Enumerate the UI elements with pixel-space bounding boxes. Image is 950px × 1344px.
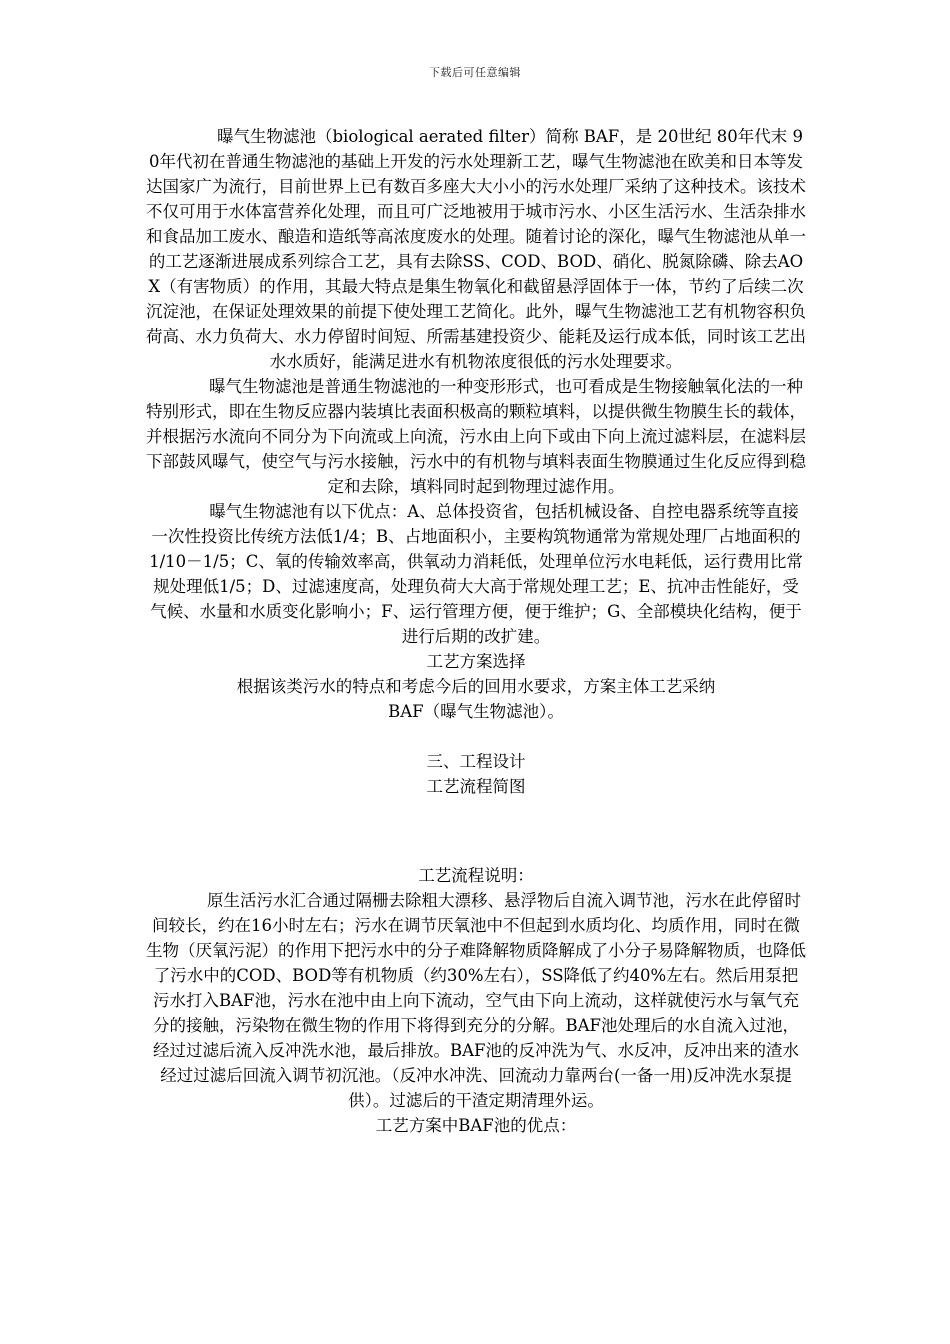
paragraph-scheme-line1: 根据该类污水的特点和考虑今后的回用水要求，方案主体工艺采纳 bbox=[236, 677, 716, 696]
heading-scheme-selection: 工艺方案选择 bbox=[426, 652, 526, 671]
paragraph-baf-definition: 曝气生物滤池是普通生物滤池的一种变形形式，也可看成是生物接触氧化法的一种特别形式，即在生物反应器内装填比表面积极高的颗粒填料，以提供微生物膜生长的载体，并根据污水流向不同分为下向流或上向流，污水由上向下或由下向上流过滤料层，在滤料层下部鼓风曝气，使空气与污水接触，污水中的有机物与填料表面生物膜通过生化反应得到稳定和去除，填料同时起到物理过滤作用。 bbox=[146, 377, 806, 496]
heading-process-diagram: 工艺流程简图 bbox=[426, 777, 526, 796]
paragraph-baf-intro: 曝气生物滤池（biological aerated filter）简称 BAF，是 20世纪 80年代末 90年代初在普通生物滤池的基础上开发的污水处理新工艺，曝气生物滤池在欧美和日本等发达国家广为流行，目前世界上已有数百多座大大小小的污水处理厂采纳了这种技术。该技术不仅可用于水体富营养化处理，而且可广泛地被用于城市污水、小区生活污水、生活杂排水和食品加工废水、酿造和造纸等高浓度废水的处理。随着讨论的深化，曝气生物滤池从单一的工艺逐渐进展成系列综合工艺，具有去除SS、COD、BOD、硝化、脱氮除磷、除去AOX（有害物质）的作用，其最大特点是集生物氧化和截留悬浮固体于一体，节约了后续二次沉淀池，在保证处理效果的前提下使处理工艺简化。此外，曝气生物滤池工艺有机物容积负荷高、水力负荷大、水力停留时间短、所需基建投资少、能耗及运行成本低，同时该工艺出水水质好，能满足进水有机物浓度很低的污水处理要求。 bbox=[146, 127, 806, 371]
diagram-placeholder bbox=[146, 799, 806, 863]
heading-engineering-design: 三、工程设计 bbox=[426, 752, 526, 771]
heading-process-explanation: 工艺流程说明： bbox=[418, 866, 534, 885]
spacer bbox=[146, 724, 806, 749]
page-header: 下载后可任意编辑 bbox=[429, 66, 521, 79]
paragraph-scheme-line2: BAF（曝气生物滤池）。 bbox=[388, 702, 564, 721]
document-body bbox=[146, 124, 806, 1138]
paragraph-process-explanation: 原生活污水汇合通过隔栅去除粗大漂移、悬浮物后自流入调节池，污水在此停留时间较长，约在16小时左右；污水在调节厌氧池中不但起到水质均化、均质作用，同时在微生物（厌氧污泥）的作用下把污水中的分子难降解物质降解成了小分子易降解物质，也降低了污水中的COD、BOD等有机物质（约30%左右），SS降低了约40%左右。然后用泵把污水打入BAF池，污水在池中由上向下流动，空气由下向上流动，这样就使污水与氧气充分的接触，污染物在微生物的作用下将得到充分的分解。BAF池处理后的水自流入过池，经过过滤后流入反冲洗水池，最后排放。BAF池的反冲洗为气、水反冲，反冲出来的渣水经过过滤后回流入调节初沉池。（反冲水冲洗、回流动力靠两台(一备一用)反冲洗水泵提供）。过滤后的干渣定期清理外运。 bbox=[146, 891, 806, 1110]
heading-baf-pool-advantages: 工艺方案中BAF池的优点： bbox=[375, 1116, 577, 1135]
paragraph-baf-advantages: 曝气生物滤池有以下优点：A、总体投资省，包括机械设备、自控电器系统等直接一次性投资比传统方法低1/4；B、占地面积小，主要构筑物通常为常规处理厂占地面积的1/10－1/5；C、氧的传输效率高，供氧动力消耗低，处理单位污水电耗低，运行费用比常规处理低1/5；D、过滤速度高，处理负荷大大高于常规处理工艺；E、抗冲击性能好，受气候、水量和水质变化影响小；F、运行管理方便，便于维护；G、全部模块化结构，便于进行后期的改扩建。 bbox=[149, 502, 803, 646]
